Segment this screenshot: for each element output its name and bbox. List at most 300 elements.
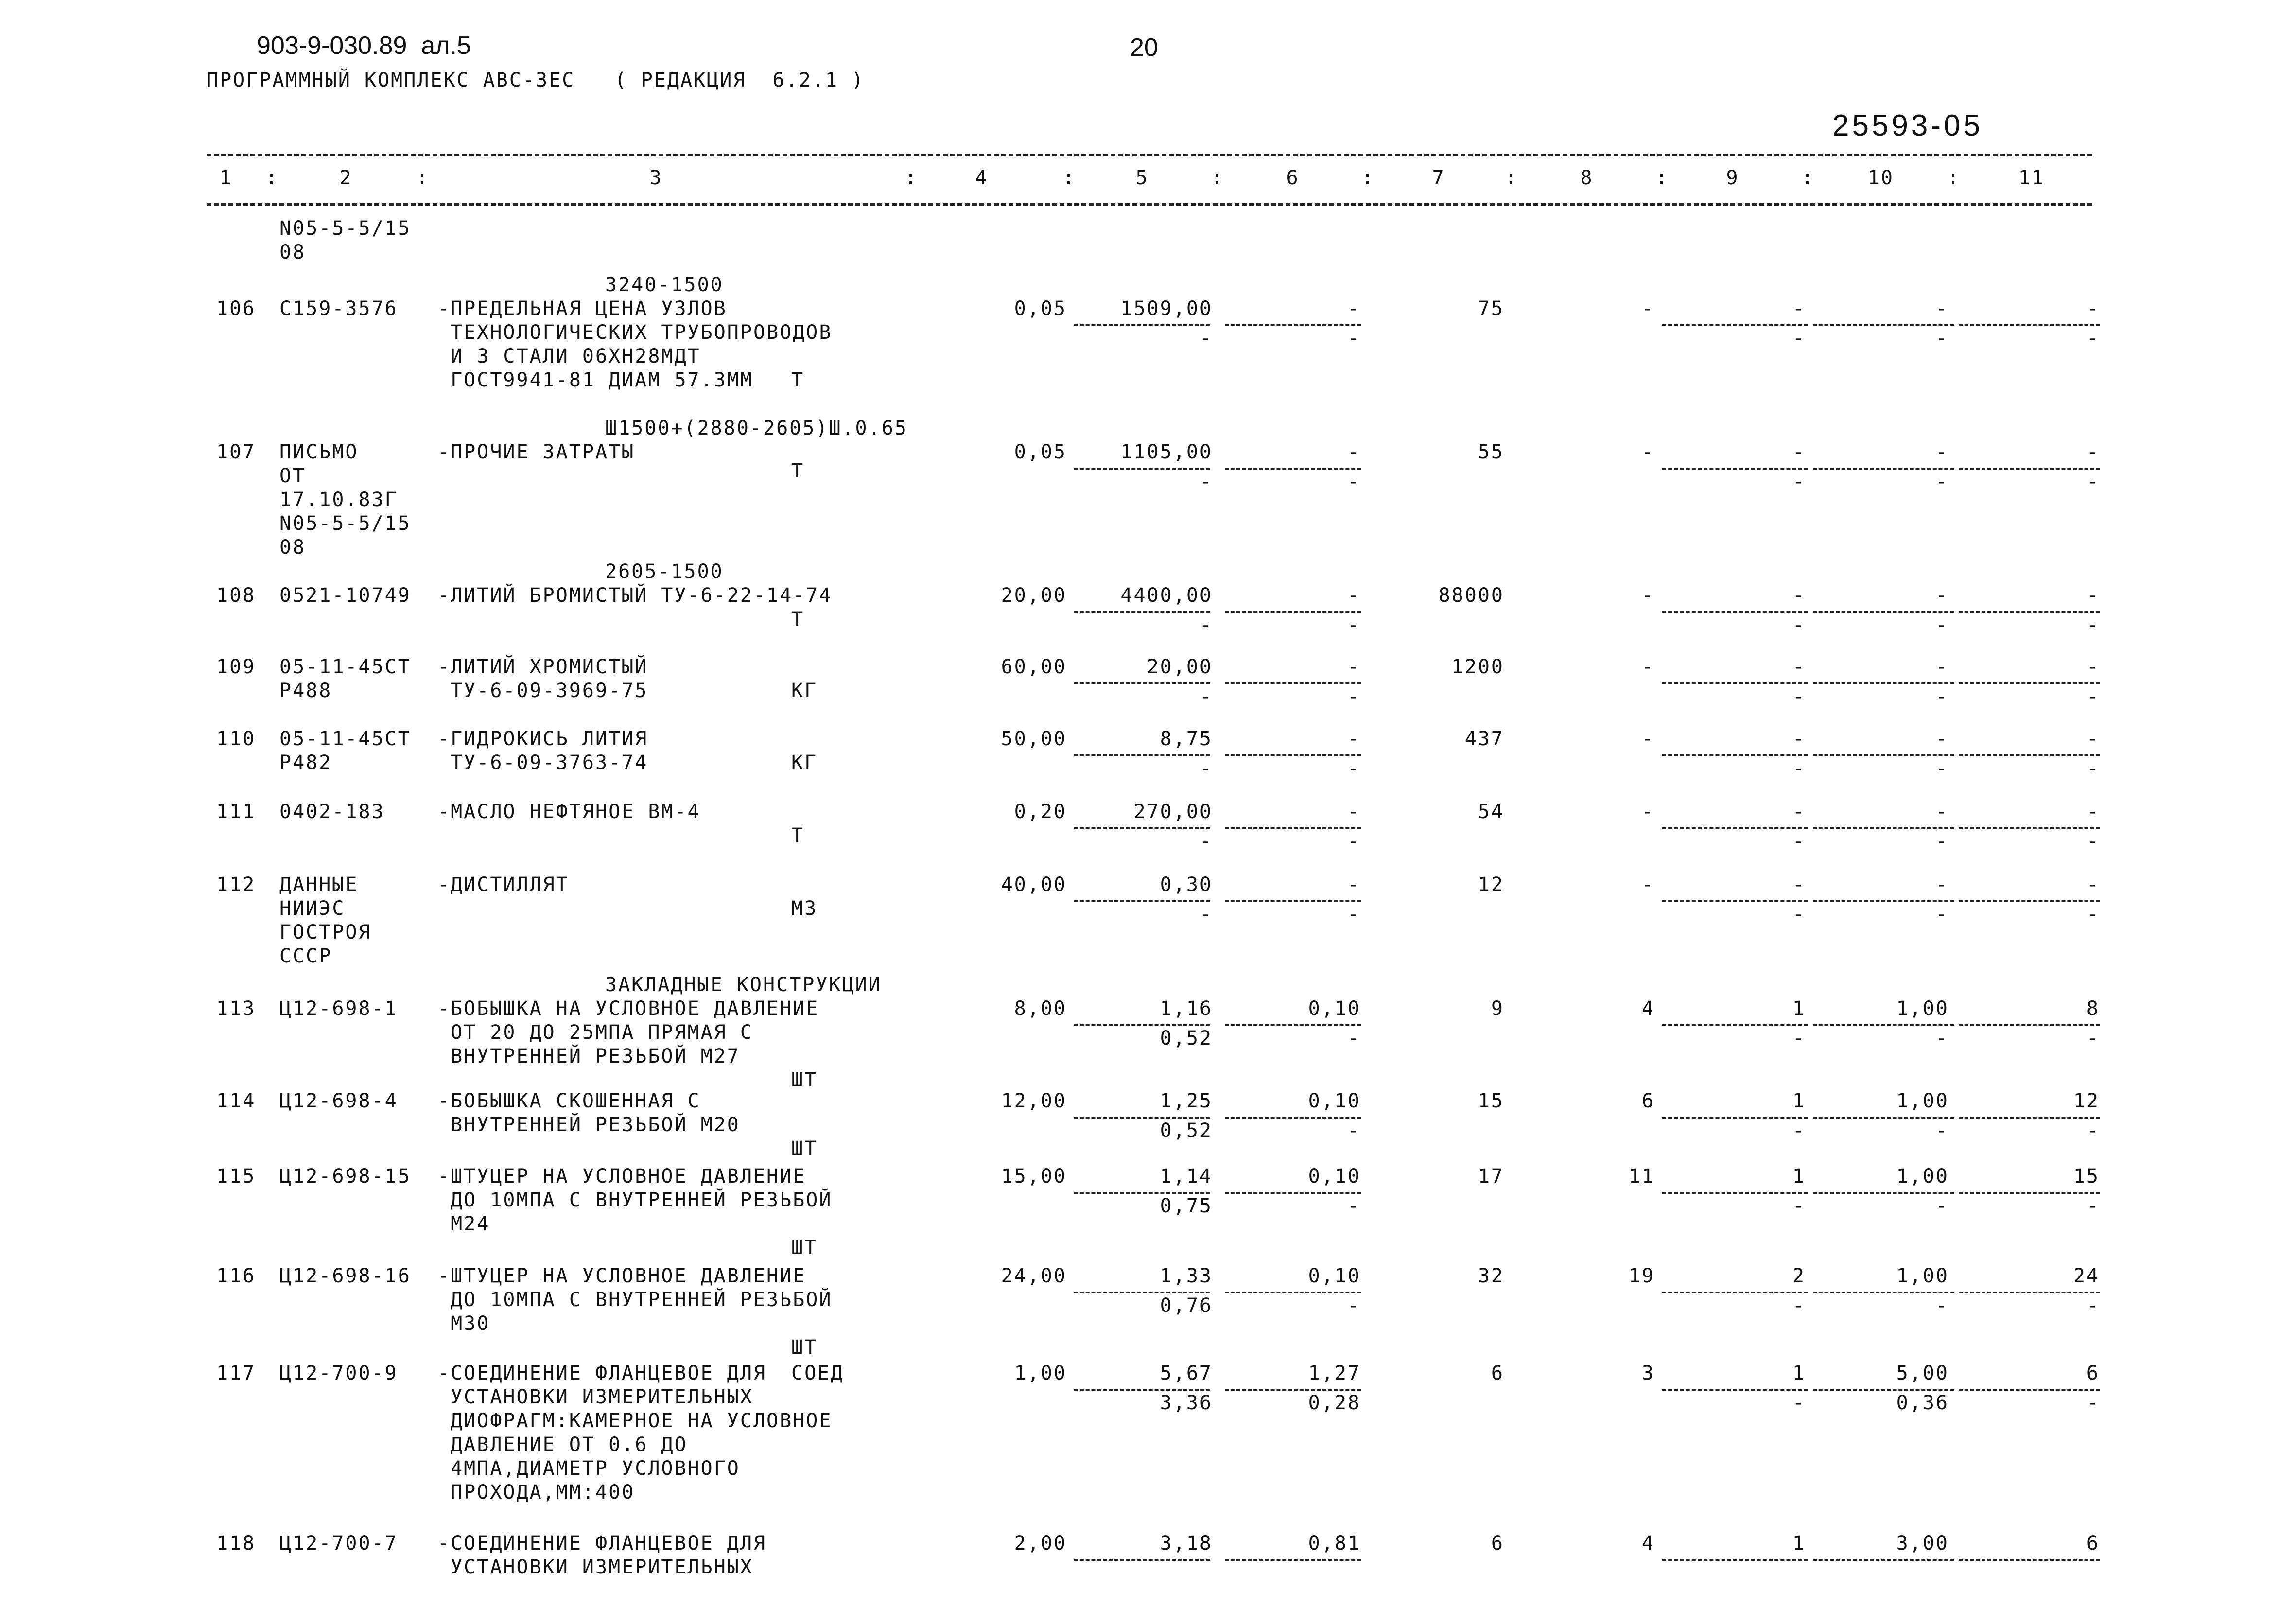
unit-price-secondary: 0,76 xyxy=(1160,1294,1213,1317)
column11-value: - xyxy=(2086,441,2100,463)
table-rule-header-bottom xyxy=(207,203,2092,206)
unit-price-value: 3,18 xyxy=(1160,1532,1213,1555)
fraction-rule xyxy=(1662,611,1808,613)
column10-secondary: - xyxy=(1935,1294,1949,1317)
fraction-rule xyxy=(1813,682,1954,684)
column11-secondary: - xyxy=(2086,757,2100,780)
column-header-7: 7 xyxy=(1432,167,1445,189)
column9-value: - xyxy=(1792,728,1806,750)
column9-secondary: - xyxy=(1792,685,1806,708)
total-cost-value: 55 xyxy=(1478,441,1504,463)
resource-code-continued: N05-5-5/15 xyxy=(279,512,411,535)
document-code: 903-9-030.89 ал.5 xyxy=(257,32,471,60)
resource-description: ОТ 20 ДО 25МПА ПРЯМАЯ С xyxy=(437,1021,753,1044)
column-header-11: 11 xyxy=(2018,167,2045,189)
column10-value: 1,00 xyxy=(1896,997,1949,1020)
row-number: 118 xyxy=(216,1532,256,1555)
fraction-rule xyxy=(1225,1192,1361,1194)
column11-secondary: - xyxy=(2086,614,2100,636)
resource-code: 0402-183 xyxy=(279,801,385,823)
unit-price-secondary: - xyxy=(1199,757,1213,780)
column8-value: - xyxy=(1641,728,1655,750)
fraction-rule xyxy=(1959,754,2100,756)
resource-description: М24 xyxy=(437,1213,490,1235)
row-number: 106 xyxy=(216,297,256,320)
column9-secondary: - xyxy=(1792,757,1806,780)
column11-value: 8 xyxy=(2086,997,2100,1020)
total-cost-value: 15 xyxy=(1478,1090,1504,1112)
resource-description: -СОЕДИНЕНИЕ ФЛАНЦЕВОЕ ДЛЯ xyxy=(437,1532,767,1555)
unit-price-value: 1,25 xyxy=(1160,1090,1213,1112)
fraction-rule xyxy=(1662,1559,1808,1561)
column11-value: - xyxy=(2086,584,2100,607)
fraction-rule xyxy=(1074,900,1210,902)
fraction-rule xyxy=(1959,1117,2100,1119)
resource-description: ТЕХНОЛОГИЧЕСКИХ ТРУБОПРОВОДОВ xyxy=(437,321,833,344)
row-number: 110 xyxy=(216,728,256,750)
fraction-rule xyxy=(1662,754,1808,756)
column10-value: 1,00 xyxy=(1896,1090,1949,1112)
column11-secondary: - xyxy=(2086,1392,2100,1414)
column-header-2: 2 xyxy=(339,167,353,189)
column8-value: 19 xyxy=(1628,1265,1655,1287)
unit-price-secondary: - xyxy=(1199,327,1213,350)
column6-value: 0,10 xyxy=(1308,1090,1361,1112)
column6-secondary: 0,28 xyxy=(1308,1392,1361,1414)
column-header-3: 3 xyxy=(649,167,663,189)
row-number: 113 xyxy=(216,997,256,1020)
fraction-rule xyxy=(1662,1024,1808,1026)
fraction-rule xyxy=(1074,1389,1210,1391)
column6-secondary: - xyxy=(1347,1294,1361,1317)
column9-secondary: - xyxy=(1792,1392,1806,1414)
fraction-rule xyxy=(1662,468,1808,470)
column-header-9: 9 xyxy=(1726,167,1739,189)
resource-code: Ц12-700-9 xyxy=(279,1362,398,1384)
fraction-rule xyxy=(1959,827,2100,829)
unit-price-value: 0,30 xyxy=(1160,874,1213,896)
column6-value: 1,27 xyxy=(1308,1362,1361,1384)
column9-secondary: - xyxy=(1792,1195,1806,1217)
total-cost-value: 6 xyxy=(1491,1362,1504,1384)
price-formula: 2605-1500 xyxy=(605,560,724,583)
resource-description: ТУ-6-09-3763-74 xyxy=(437,752,648,774)
column9-value: - xyxy=(1792,874,1806,896)
quantity-value: 8,00 xyxy=(1014,997,1067,1020)
row-number: 109 xyxy=(216,656,256,678)
unit-price-secondary: - xyxy=(1199,614,1213,636)
total-cost-value: 6 xyxy=(1491,1532,1504,1555)
column11-secondary: - xyxy=(2086,830,2100,853)
resource-description: -БОБЫШКА НА УСЛОВНОЕ ДАВЛЕНИЕ xyxy=(437,997,819,1020)
column6-secondary: - xyxy=(1347,903,1361,926)
resource-code: ДАННЫЕ xyxy=(279,874,359,896)
column9-secondary: - xyxy=(1792,830,1806,853)
row-number: 116 xyxy=(216,1265,256,1287)
fraction-rule xyxy=(1662,900,1808,902)
column10-value: - xyxy=(1935,297,1949,320)
column-separator: : xyxy=(1361,167,1375,189)
resource-description: -СОЕДИНЕНИЕ ФЛАНЦЕВОЕ ДЛЯ xyxy=(437,1362,767,1384)
column-separator: : xyxy=(1947,167,1961,189)
column9-value: 1 xyxy=(1792,997,1806,1020)
column10-secondary: - xyxy=(1935,327,1949,350)
fraction-rule xyxy=(1813,1117,1954,1119)
fraction-rule xyxy=(1813,611,1954,613)
total-cost-value: 1200 xyxy=(1451,656,1504,678)
program-title: ПРОГРАММНЫЙ КОМПЛЕКС АВС-3ЕС ( РЕДАКЦИЯ 6.2.1 ) xyxy=(207,69,865,91)
column6-value: - xyxy=(1347,584,1361,607)
fraction-rule xyxy=(1959,1024,2100,1026)
fraction-rule xyxy=(1225,1292,1361,1293)
resource-code-continued: ГОСТРОЯ xyxy=(279,921,372,944)
column10-secondary: - xyxy=(1935,1195,1949,1217)
column9-secondary: - xyxy=(1792,471,1806,493)
resource-code: 0521-10749 xyxy=(279,584,411,607)
resource-code: ПИСЬМО xyxy=(279,441,359,463)
total-cost-value: 437 xyxy=(1464,728,1504,750)
fraction-rule xyxy=(1813,1192,1954,1194)
row-number: 114 xyxy=(216,1090,256,1112)
resource-description: ВНУТРЕННЕЙ РЕЗЬБОЙ М27 xyxy=(437,1045,740,1067)
column10-value: - xyxy=(1935,656,1949,678)
resource-description: -ПРОЧИЕ ЗАТРАТЫ xyxy=(437,441,635,463)
fraction-rule xyxy=(1225,1559,1361,1561)
unit-price-secondary: 0,75 xyxy=(1160,1195,1213,1217)
row-number: 108 xyxy=(216,584,256,607)
column8-value: - xyxy=(1641,441,1655,463)
resource-code: Ц12-698-15 xyxy=(279,1165,411,1188)
total-cost-value: 12 xyxy=(1478,874,1504,896)
price-formula: 3240-1500 xyxy=(605,274,724,296)
fraction-rule xyxy=(1074,682,1210,684)
column9-value: - xyxy=(1792,297,1806,320)
quantity-value: 1,00 xyxy=(1014,1362,1067,1384)
fraction-rule xyxy=(1225,468,1361,470)
column9-secondary: - xyxy=(1792,327,1806,350)
column8-value: 3 xyxy=(1641,1362,1655,1384)
fraction-rule xyxy=(1662,1117,1808,1119)
column11-secondary: - xyxy=(2086,471,2100,493)
column9-value: - xyxy=(1792,584,1806,607)
column9-secondary: - xyxy=(1792,614,1806,636)
fraction-rule xyxy=(1074,611,1210,613)
fraction-rule xyxy=(1959,682,2100,684)
resource-description: ДАВЛЕНИЕ ОТ 0.6 ДО xyxy=(437,1433,688,1456)
fraction-rule xyxy=(1813,1024,1954,1026)
column-separator: : xyxy=(904,167,918,189)
total-cost-value: 9 xyxy=(1491,997,1504,1020)
resource-description: -ПРЕДЕЛЬНАЯ ЦЕНА УЗЛОВ xyxy=(437,297,727,320)
fraction-rule xyxy=(1074,1024,1210,1026)
quantity-value: 40,00 xyxy=(1001,874,1067,896)
column11-value: 24 xyxy=(2073,1265,2100,1287)
column10-secondary: 0,36 xyxy=(1896,1392,1949,1414)
row-number: 115 xyxy=(216,1165,256,1188)
quantity-value: 24,00 xyxy=(1001,1265,1067,1287)
unit-price-value: 1,14 xyxy=(1160,1165,1213,1188)
column-header-8: 8 xyxy=(1580,167,1594,189)
column10-secondary: - xyxy=(1935,903,1949,926)
fraction-rule xyxy=(1662,324,1808,326)
table-rule-top xyxy=(207,154,2092,156)
fraction-rule xyxy=(1225,682,1361,684)
resource-description: -МАСЛО НЕФТЯНОЕ ВМ-4 xyxy=(437,801,701,823)
fraction-rule xyxy=(1813,1389,1954,1391)
column8-value: 4 xyxy=(1641,997,1655,1020)
resource-code: 05-11-45СТ xyxy=(279,728,411,750)
resource-code: Ц12-698-4 xyxy=(279,1090,398,1112)
resource-description: -ЛИТИЙ ХРОМИСТЫЙ xyxy=(437,656,648,678)
unit-of-measure: М3 xyxy=(791,897,818,920)
unit-of-measure: ШТ xyxy=(791,1069,818,1091)
column6-secondary: - xyxy=(1347,327,1361,350)
fraction-rule xyxy=(1959,611,2100,613)
fraction-rule xyxy=(1813,324,1954,326)
unit-price-secondary: 0,52 xyxy=(1160,1027,1213,1049)
fraction-rule xyxy=(1959,1389,2100,1391)
fraction-rule xyxy=(1959,1192,2100,1194)
column6-value: - xyxy=(1347,728,1361,750)
fraction-rule xyxy=(1074,468,1210,470)
column11-value: 6 xyxy=(2086,1532,2100,1555)
resource-code: Ц12-698-16 xyxy=(279,1265,411,1287)
unit-of-measure: ШТ xyxy=(791,1137,818,1160)
column-separator: : xyxy=(265,167,279,189)
column6-value: - xyxy=(1347,874,1361,896)
unit-price-value: 4400,00 xyxy=(1120,584,1213,607)
total-cost-value: 54 xyxy=(1478,801,1504,823)
total-cost-value: 17 xyxy=(1478,1165,1504,1188)
resource-description: -ЛИТИЙ БРОМИСТЫЙ ТУ-6-22-14-74 xyxy=(437,584,833,607)
column8-value: - xyxy=(1641,584,1655,607)
resource-code-continued: Р482 xyxy=(279,752,332,774)
column8-value: 6 xyxy=(1641,1090,1655,1112)
column6-secondary: - xyxy=(1347,1195,1361,1217)
unit-price-value: 270,00 xyxy=(1133,801,1213,823)
unit-of-measure: КГ xyxy=(791,752,818,774)
fraction-rule xyxy=(1959,1292,2100,1293)
column9-secondary: - xyxy=(1792,1119,1806,1142)
unit-of-measure: СОЕД xyxy=(791,1362,844,1384)
resource-code-continued: НИИЭС xyxy=(279,897,346,920)
fraction-rule xyxy=(1074,1117,1210,1119)
column11-secondary: - xyxy=(2086,903,2100,926)
fraction-rule xyxy=(1959,468,2100,470)
column-separator: : xyxy=(1505,167,1518,189)
column11-secondary: - xyxy=(2086,327,2100,350)
column10-secondary: - xyxy=(1935,614,1949,636)
column-separator: : xyxy=(1211,167,1224,189)
column11-secondary: - xyxy=(2086,685,2100,708)
unit-price-value: 1,33 xyxy=(1160,1265,1213,1287)
unit-price-value: 1,16 xyxy=(1160,997,1213,1020)
fraction-rule xyxy=(1662,1292,1808,1293)
column10-value: - xyxy=(1935,584,1949,607)
unit-of-measure: Т xyxy=(791,824,805,847)
unit-of-measure: Т xyxy=(791,460,805,482)
column10-value: 1,00 xyxy=(1896,1265,1949,1287)
column8-value: 4 xyxy=(1641,1532,1655,1555)
column9-value: 1 xyxy=(1792,1090,1806,1112)
row-number: 111 xyxy=(216,801,256,823)
column11-secondary: - xyxy=(2086,1027,2100,1049)
resource-description: ВНУТРЕННЕЙ РЕЗЬБОЙ М20 xyxy=(437,1114,740,1136)
column11-value: - xyxy=(2086,874,2100,896)
column8-value: 11 xyxy=(1628,1165,1655,1188)
total-cost-value: 32 xyxy=(1478,1265,1504,1287)
column11-value: - xyxy=(2086,801,2100,823)
column10-secondary: - xyxy=(1935,1119,1949,1142)
fraction-rule xyxy=(1225,324,1361,326)
column6-value: - xyxy=(1347,656,1361,678)
resource-description: -ШТУЦЕР НА УСЛОВНОЕ ДАВЛЕНИЕ xyxy=(437,1165,806,1188)
quantity-value: 60,00 xyxy=(1001,656,1067,678)
archive-stamp: 25593-05 xyxy=(1832,109,1983,142)
column11-secondary: - xyxy=(2086,1294,2100,1317)
column9-value: 1 xyxy=(1792,1362,1806,1384)
fraction-rule xyxy=(1074,324,1210,326)
column6-value: - xyxy=(1347,441,1361,463)
column-separator: : xyxy=(1062,167,1076,189)
quantity-value: 20,00 xyxy=(1001,584,1067,607)
resource-description: -ШТУЦЕР НА УСЛОВНОЕ ДАВЛЕНИЕ xyxy=(437,1265,806,1287)
column-header-1: 1 xyxy=(219,167,233,189)
column8-value: - xyxy=(1641,656,1655,678)
column8-value: - xyxy=(1641,297,1655,320)
column10-value: - xyxy=(1935,728,1949,750)
unit-price-secondary: 3,36 xyxy=(1160,1392,1213,1414)
column11-value: - xyxy=(2086,297,2100,320)
resource-code-continued: 08 xyxy=(279,536,306,559)
column10-secondary: - xyxy=(1935,1027,1949,1049)
fraction-rule xyxy=(1074,1192,1210,1194)
column6-secondary: - xyxy=(1347,471,1361,493)
resource-code-continued: СССР xyxy=(279,945,332,967)
resource-code: Ц12-700-7 xyxy=(279,1532,398,1555)
unit-of-measure: Т xyxy=(791,369,805,391)
row-number: 117 xyxy=(216,1362,256,1384)
resource-code-continued: ОТ xyxy=(279,465,306,487)
row-number: 107 xyxy=(216,441,256,463)
quantity-value: 50,00 xyxy=(1001,728,1067,750)
column9-secondary: - xyxy=(1792,1027,1806,1049)
column9-secondary: - xyxy=(1792,903,1806,926)
column10-secondary: - xyxy=(1935,830,1949,853)
fraction-rule xyxy=(1225,1024,1361,1026)
resource-code: 05-11-45СТ xyxy=(279,656,411,678)
column11-secondary: - xyxy=(2086,1119,2100,1142)
column-header-10: 10 xyxy=(1867,167,1895,189)
unit-price-value: 8,75 xyxy=(1160,728,1213,750)
fraction-rule xyxy=(1074,754,1210,756)
carry-over-text: N05-5-5/15 xyxy=(279,217,411,240)
resource-description: ДО 10МПА С ВНУТРЕННЕЙ РЕЗЬБОЙ xyxy=(437,1289,833,1311)
column6-secondary: - xyxy=(1347,1027,1361,1049)
quantity-value: 12,00 xyxy=(1001,1090,1067,1112)
column9-secondary: - xyxy=(1792,1294,1806,1317)
column6-secondary: - xyxy=(1347,1119,1361,1142)
resource-code: Ц12-698-1 xyxy=(279,997,398,1020)
column6-value: 0,10 xyxy=(1308,997,1361,1020)
column8-value: - xyxy=(1641,874,1655,896)
resource-description: ДО 10МПА С ВНУТРЕННЕЙ РЕЗЬБОЙ xyxy=(437,1189,833,1211)
column11-value: 12 xyxy=(2073,1090,2100,1112)
unit-of-measure: КГ xyxy=(791,680,818,702)
column-header-4: 4 xyxy=(975,167,989,189)
column10-value: 3,00 xyxy=(1896,1532,1949,1555)
column10-value: - xyxy=(1935,801,1949,823)
unit-price-secondary: - xyxy=(1199,830,1213,853)
resource-description: М30 xyxy=(437,1312,490,1335)
column-separator: : xyxy=(1801,167,1815,189)
resource-description: ТУ-6-09-3969-75 xyxy=(437,680,648,702)
column6-secondary: - xyxy=(1347,614,1361,636)
fraction-rule xyxy=(1959,324,2100,326)
resource-description: 4МПА,ДИАМЕТР УСЛОВНОГО xyxy=(437,1457,740,1480)
unit-price-secondary: 0,52 xyxy=(1160,1119,1213,1142)
column10-secondary: - xyxy=(1935,685,1949,708)
resource-code: С159-3576 xyxy=(279,297,398,320)
fraction-rule xyxy=(1813,1292,1954,1293)
column9-value: 1 xyxy=(1792,1532,1806,1555)
column-header-5: 5 xyxy=(1135,167,1149,189)
fraction-rule xyxy=(1959,900,2100,902)
column11-value: - xyxy=(2086,656,2100,678)
fraction-rule xyxy=(1074,1559,1210,1561)
column9-value: - xyxy=(1792,801,1806,823)
fraction-rule xyxy=(1662,1389,1808,1391)
fraction-rule xyxy=(1813,900,1954,902)
column6-value: 0,10 xyxy=(1308,1165,1361,1188)
unit-price-secondary: - xyxy=(1199,903,1213,926)
fraction-rule xyxy=(1959,1559,2100,1561)
column10-secondary: - xyxy=(1935,757,1949,780)
column8-value: - xyxy=(1641,801,1655,823)
column10-secondary: - xyxy=(1935,471,1949,493)
unit-price-secondary: - xyxy=(1199,685,1213,708)
fraction-rule xyxy=(1225,900,1361,902)
column9-value: - xyxy=(1792,656,1806,678)
price-formula: ЗАКЛАДНЫЕ КОНСТРУКЦИИ xyxy=(605,974,882,996)
column6-secondary: - xyxy=(1347,830,1361,853)
unit-of-measure: ШТ xyxy=(791,1237,818,1259)
price-formula: Ш1500+(2880-2605)Ш.0.65 xyxy=(605,417,908,439)
fraction-rule xyxy=(1662,827,1808,829)
quantity-value: 0,05 xyxy=(1014,297,1067,320)
resource-description: И З СТАЛИ 06ХН28МДТ xyxy=(437,345,701,367)
fraction-rule xyxy=(1662,1192,1808,1194)
column6-value: 0,81 xyxy=(1308,1532,1361,1555)
resource-description: ДИОФРАГМ:КАМЕРНОЕ НА УСЛОВНОЕ xyxy=(437,1410,833,1432)
column6-value: - xyxy=(1347,297,1361,320)
unit-price-secondary: - xyxy=(1199,471,1213,493)
column10-value: 5,00 xyxy=(1896,1362,1949,1384)
resource-description: ПРОХОДА,ММ:400 xyxy=(437,1481,635,1503)
quantity-value: 15,00 xyxy=(1001,1165,1067,1188)
fraction-rule xyxy=(1225,827,1361,829)
fraction-rule xyxy=(1225,754,1361,756)
total-cost-value: 88000 xyxy=(1438,584,1504,607)
page-number: 20 xyxy=(1130,34,1158,62)
fraction-rule xyxy=(1813,754,1954,756)
carry-over-text: 08 xyxy=(279,241,306,263)
fraction-rule xyxy=(1074,827,1210,829)
quantity-value: 0,20 xyxy=(1014,801,1067,823)
column6-value: - xyxy=(1347,801,1361,823)
column-separator: : xyxy=(1655,167,1669,189)
fraction-rule xyxy=(1074,1292,1210,1293)
